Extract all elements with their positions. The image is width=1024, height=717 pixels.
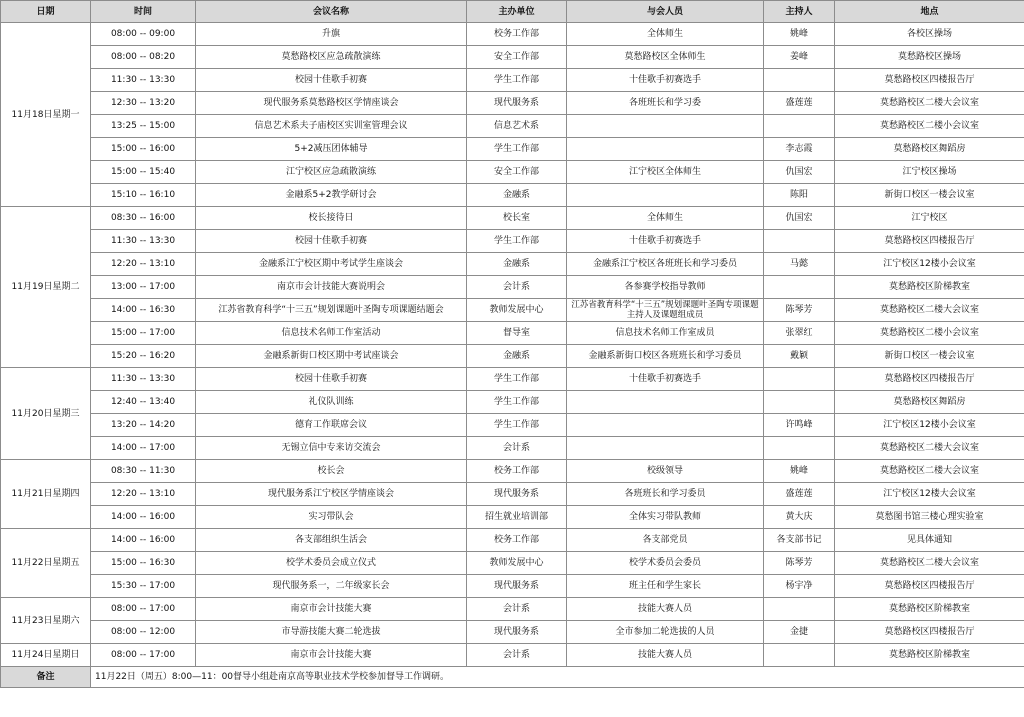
location-cell: 莫愁路校区四楼报告厅 [835, 575, 1024, 598]
chair-cell: 许鸣峰 [764, 414, 835, 437]
date-cell: 11月23日星期六 [1, 598, 91, 644]
attendees-cell [567, 138, 764, 161]
attendees-cell: 江苏省教育科学“十三五”规划课题叶圣陶专项课题主持人及课题组成员 [567, 299, 764, 322]
meeting-cell: 校园十佳歌手初赛 [196, 368, 467, 391]
time-cell: 13:25 -- 15:00 [91, 115, 196, 138]
host-cell: 校务工作部 [467, 529, 567, 552]
host-cell: 招生就业培训部 [467, 506, 567, 529]
chair-cell [764, 391, 835, 414]
attendees-cell: 金融系江宁校区各班班长和学习委员 [567, 253, 764, 276]
host-cell: 安全工作部 [467, 161, 567, 184]
attendees-cell: 各班班长和学习委 [567, 92, 764, 115]
time-cell: 15:00 -- 17:00 [91, 322, 196, 345]
attendees-cell: 技能大赛人员 [567, 598, 764, 621]
table-row [1, 368, 1024, 391]
meeting-cell: 南京市会计技能大赛 [196, 644, 467, 667]
location-cell: 莫愁路校区操场 [835, 46, 1024, 69]
table-row [1, 184, 1024, 207]
host-cell: 信息艺术系 [467, 115, 567, 138]
time-cell: 12:30 -- 13:20 [91, 92, 196, 115]
attendees-cell [567, 414, 764, 437]
location-cell: 江宁校区12楼大会议室 [835, 483, 1024, 506]
host-cell: 安全工作部 [467, 46, 567, 69]
meeting-cell: 江宁校区应急疏散演练 [196, 161, 467, 184]
attendees-cell [567, 184, 764, 207]
meeting-cell: 5+2减压团体辅导 [196, 138, 467, 161]
location-cell: 莫愁路校区四楼报告厅 [835, 368, 1024, 391]
table-row [1, 460, 1024, 483]
time-cell: 14:00 -- 16:30 [91, 299, 196, 322]
location-cell: 莫愁路校区阶梯教室 [835, 644, 1024, 667]
table-row [1, 299, 1024, 322]
table-row [1, 437, 1024, 460]
time-cell: 15:20 -- 16:20 [91, 345, 196, 368]
table-row [1, 230, 1024, 253]
location-cell: 江宁校区12楼小会议室 [835, 414, 1024, 437]
table-row [1, 529, 1024, 552]
meeting-cell: 江苏省教育科学“十三五”规划课题叶圣陶专项课题结题会 [196, 299, 467, 322]
chair-cell: 盛莲莲 [764, 92, 835, 115]
note-label: 备注 [1, 667, 91, 688]
chair-cell: 金捷 [764, 621, 835, 644]
meeting-cell: 莫愁路校区应急疏散演练 [196, 46, 467, 69]
attendees-cell: 各参赛学校指导教师 [567, 276, 764, 299]
time-cell: 08:00 -- 17:00 [91, 644, 196, 667]
location-cell: 各校区操场 [835, 23, 1024, 46]
time-cell: 12:40 -- 13:40 [91, 391, 196, 414]
location-cell: 莫愁路校区舞蹈房 [835, 138, 1024, 161]
attendees-cell: 莫愁路校区全体师生 [567, 46, 764, 69]
meeting-cell: 市导游技能大赛二轮选拔 [196, 621, 467, 644]
chair-cell: 姜峰 [764, 46, 835, 69]
meeting-cell: 信息技术名师工作室活动 [196, 322, 467, 345]
chair-cell: 陈阳 [764, 184, 835, 207]
table-row [1, 644, 1024, 667]
host-cell: 学生工作部 [467, 391, 567, 414]
chair-cell: 姚峰 [764, 460, 835, 483]
meeting-cell: 校长接待日 [196, 207, 467, 230]
table-row [1, 391, 1024, 414]
table-row [1, 207, 1024, 230]
location-cell: 莫愁路校区四楼报告厅 [835, 230, 1024, 253]
host-cell: 学生工作部 [467, 368, 567, 391]
attendees-cell: 江宁校区全体师生 [567, 161, 764, 184]
location-cell: 新街口校区一楼会议室 [835, 345, 1024, 368]
date-cell: 11月20日星期三 [1, 368, 91, 460]
time-cell: 12:20 -- 13:10 [91, 483, 196, 506]
header-time: 时间 [91, 1, 196, 23]
meeting-cell: 无锡立信中专来访交流会 [196, 437, 467, 460]
attendees-cell: 十佳歌手初赛选手 [567, 69, 764, 92]
host-cell: 校务工作部 [467, 23, 567, 46]
meeting-cell: 德育工作联席会议 [196, 414, 467, 437]
table-row [1, 345, 1024, 368]
host-cell: 金融系 [467, 253, 567, 276]
location-cell: 莫愁路校区四楼报告厅 [835, 621, 1024, 644]
header-row [1, 1, 1024, 23]
attendees-cell: 各班班长和学习委员 [567, 483, 764, 506]
host-cell: 教师发展中心 [467, 299, 567, 322]
location-cell: 莫愁路校区二楼大会议室 [835, 299, 1024, 322]
table-row [1, 253, 1024, 276]
date-cell: 11月21日星期四 [1, 460, 91, 529]
meeting-cell: 现代服务系江宁校区学情座谈会 [196, 483, 467, 506]
table-row [1, 138, 1024, 161]
date-cell: 11月24日星期日 [1, 644, 91, 667]
table-row [1, 115, 1024, 138]
table-row [1, 46, 1024, 69]
chair-cell [764, 644, 835, 667]
host-cell: 学生工作部 [467, 230, 567, 253]
meeting-cell: 校园十佳歌手初赛 [196, 69, 467, 92]
location-cell: 莫愁路校区二楼大会议室 [835, 437, 1024, 460]
chair-cell: 姚峰 [764, 23, 835, 46]
time-cell: 13:20 -- 14:20 [91, 414, 196, 437]
location-cell: 江宁校区 [835, 207, 1024, 230]
time-cell: 15:30 -- 17:00 [91, 575, 196, 598]
time-cell: 12:20 -- 13:10 [91, 253, 196, 276]
location-cell: 莫愁路校区舞蹈房 [835, 391, 1024, 414]
time-cell: 15:00 -- 16:00 [91, 138, 196, 161]
host-cell: 金融系 [467, 184, 567, 207]
time-cell: 08:30 -- 16:00 [91, 207, 196, 230]
time-cell: 11:30 -- 13:30 [91, 69, 196, 92]
header-chair: 主持人 [764, 1, 835, 23]
time-cell: 11:30 -- 13:30 [91, 368, 196, 391]
location-cell: 江宁校区操场 [835, 161, 1024, 184]
chair-cell: 杨宇净 [764, 575, 835, 598]
chair-cell [764, 437, 835, 460]
location-cell: 莫愁路校区二楼小会议室 [835, 322, 1024, 345]
chair-cell: 仇国宏 [764, 207, 835, 230]
date-cell: 11月18日星期一 [1, 23, 91, 207]
chair-cell: 马懿 [764, 253, 835, 276]
table-row [1, 322, 1024, 345]
host-cell: 校长室 [467, 207, 567, 230]
chair-cell: 李志霞 [764, 138, 835, 161]
time-cell: 08:00 -- 12:00 [91, 621, 196, 644]
host-cell: 会计系 [467, 644, 567, 667]
meeting-cell: 实习带队会 [196, 506, 467, 529]
location-cell: 莫愁路校区阶梯教室 [835, 276, 1024, 299]
meeting-cell: 金融系新街口校区期中考试座谈会 [196, 345, 467, 368]
location-cell: 莫愁路校区二楼小会议室 [835, 115, 1024, 138]
host-cell: 现代服务系 [467, 575, 567, 598]
time-cell: 15:10 -- 16:10 [91, 184, 196, 207]
attendees-cell: 全体实习带队教师 [567, 506, 764, 529]
date-cell: 11月22日星期五 [1, 529, 91, 598]
location-cell: 莫愁路校区二楼大会议室 [835, 552, 1024, 575]
chair-cell: 戴颖 [764, 345, 835, 368]
meeting-cell: 各支部组织生活会 [196, 529, 467, 552]
attendees-cell [567, 391, 764, 414]
time-cell: 13:00 -- 17:00 [91, 276, 196, 299]
host-cell: 现代服务系 [467, 483, 567, 506]
attendees-cell: 校级领导 [567, 460, 764, 483]
host-cell: 教师发展中心 [467, 552, 567, 575]
table-row [1, 414, 1024, 437]
meeting-cell: 现代服务系莫愁路校区学情座谈会 [196, 92, 467, 115]
host-cell: 学生工作部 [467, 138, 567, 161]
meeting-cell: 校学术委员会成立仪式 [196, 552, 467, 575]
attendees-cell: 信息技术名师工作室成员 [567, 322, 764, 345]
meeting-cell: 现代服务系一，二年级家长会 [196, 575, 467, 598]
table-row [1, 161, 1024, 184]
time-cell: 15:00 -- 15:40 [91, 161, 196, 184]
table-row [1, 483, 1024, 506]
host-cell: 金融系 [467, 345, 567, 368]
attendees-cell [567, 115, 764, 138]
time-cell: 08:00 -- 17:00 [91, 598, 196, 621]
attendees-cell: 全体师生 [567, 207, 764, 230]
host-cell: 现代服务系 [467, 92, 567, 115]
time-cell: 14:00 -- 16:00 [91, 506, 196, 529]
host-cell: 学生工作部 [467, 414, 567, 437]
note-text: 11月22日（周五）8:00—11：00督导小组赴南京高等职业技术学校参加督导工作调研。 [91, 667, 1024, 688]
note-row [1, 667, 1024, 688]
table-row [1, 276, 1024, 299]
time-cell: 08:00 -- 08:20 [91, 46, 196, 69]
location-cell: 新街口校区一楼会议室 [835, 184, 1024, 207]
chair-cell [764, 598, 835, 621]
meeting-cell: 校园十佳歌手初赛 [196, 230, 467, 253]
meeting-cell: 升旗 [196, 23, 467, 46]
location-cell: 莫愁路校区二楼大会议室 [835, 460, 1024, 483]
location-cell: 莫愁路校区二楼大会议室 [835, 92, 1024, 115]
chair-cell [764, 69, 835, 92]
attendees-cell: 全体师生 [567, 23, 764, 46]
chair-cell: 黄大庆 [764, 506, 835, 529]
table-row [1, 506, 1024, 529]
chair-cell: 各支部书记 [764, 529, 835, 552]
chair-cell: 张翠红 [764, 322, 835, 345]
time-cell: 14:00 -- 17:00 [91, 437, 196, 460]
attendees-cell: 班主任和学生家长 [567, 575, 764, 598]
table-row [1, 598, 1024, 621]
chair-cell [764, 115, 835, 138]
time-cell: 15:00 -- 16:30 [91, 552, 196, 575]
attendees-cell: 十佳歌手初赛选手 [567, 230, 764, 253]
time-cell: 08:30 -- 11:30 [91, 460, 196, 483]
chair-cell: 陈琴芳 [764, 299, 835, 322]
date-cell: 11月19日星期二 [1, 207, 91, 368]
table-row [1, 575, 1024, 598]
chair-cell: 盛莲莲 [764, 483, 835, 506]
table-row [1, 621, 1024, 644]
host-cell: 现代服务系 [467, 621, 567, 644]
header-date: 日期 [1, 1, 91, 23]
chair-cell [764, 230, 835, 253]
host-cell: 会计系 [467, 437, 567, 460]
location-cell: 见具体通知 [835, 529, 1024, 552]
chair-cell: 陈琴芳 [764, 552, 835, 575]
header-host: 主办单位 [467, 1, 567, 23]
host-cell: 会计系 [467, 598, 567, 621]
attendees-cell [567, 437, 764, 460]
attendees-cell: 各支部党员 [567, 529, 764, 552]
attendees-cell: 十佳歌手初赛选手 [567, 368, 764, 391]
time-cell: 11:30 -- 13:30 [91, 230, 196, 253]
chair-cell [764, 276, 835, 299]
time-cell: 14:00 -- 16:00 [91, 529, 196, 552]
meeting-cell: 金融系江宁校区期中考试学生座谈会 [196, 253, 467, 276]
meeting-cell: 南京市会计技能大赛说明会 [196, 276, 467, 299]
chair-cell: 仇国宏 [764, 161, 835, 184]
attendees-cell: 全市参加二轮选拔的人员 [567, 621, 764, 644]
location-cell: 江宁校区12楼小会议室 [835, 253, 1024, 276]
location-cell: 莫愁路校区阶梯教室 [835, 598, 1024, 621]
location-cell: 莫愁图书馆三楼心理实验室 [835, 506, 1024, 529]
attendees-cell: 校学术委员会委员 [567, 552, 764, 575]
meeting-cell: 金融系5+2教学研讨会 [196, 184, 467, 207]
time-cell: 08:00 -- 09:00 [91, 23, 196, 46]
schedule-body [1, 23, 1024, 667]
host-cell: 校务工作部 [467, 460, 567, 483]
meeting-cell: 校长会 [196, 460, 467, 483]
attendees-cell: 技能大赛人员 [567, 644, 764, 667]
table-row [1, 92, 1024, 115]
table-row [1, 69, 1024, 92]
table-row [1, 552, 1024, 575]
header-attendees: 与会人员 [567, 1, 764, 23]
table-row [1, 23, 1024, 46]
host-cell: 督导室 [467, 322, 567, 345]
chair-cell [764, 368, 835, 391]
host-cell: 会计系 [467, 276, 567, 299]
header-meeting: 会议名称 [196, 1, 467, 23]
meeting-cell: 南京市会计技能大赛 [196, 598, 467, 621]
host-cell: 学生工作部 [467, 69, 567, 92]
meeting-cell: 信息艺术系夫子庙校区实训室管理会议 [196, 115, 467, 138]
meeting-cell: 礼仪队训练 [196, 391, 467, 414]
attendees-cell: 金融系新街口校区各班班长和学习委员 [567, 345, 764, 368]
header-location: 地点 [835, 1, 1024, 23]
location-cell: 莫愁路校区四楼报告厅 [835, 69, 1024, 92]
